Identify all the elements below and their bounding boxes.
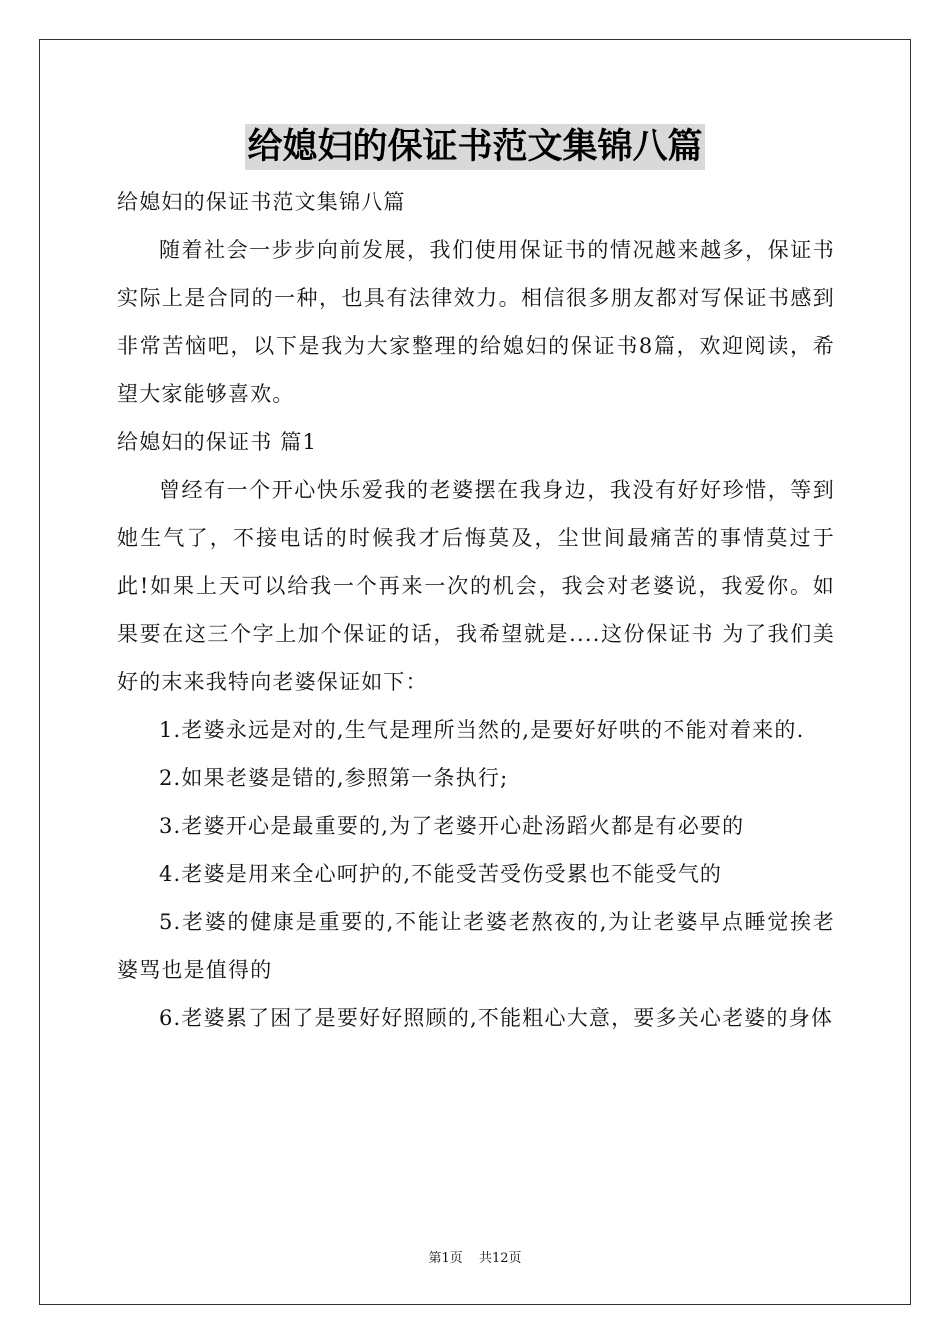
list-item: 2.如果老婆是错的,参照第一条执行; bbox=[159, 766, 509, 790]
page-footer bbox=[0, 1247, 950, 1266]
list-item: 1.老婆永远是对的,生气是理所当然的,是要好好哄的不能对着来的. bbox=[159, 718, 805, 742]
section-paragraph: 曾经有一个开心快乐爱我的老婆摆在我身边，我没有好好珍惜，等到她生气了，不接电话的时候我才后悔莫及，尘世间最痛苦的事情莫过于此!如果上天可以给我一个再来一次的机会，我会对老婆说，我爱你。如果要在这三个字上加个保证的话，我希望就是....这份保证书 为了我们美好的末来我特向老婆保证如下： bbox=[117, 478, 835, 694]
title-wrapper bbox=[0, 124, 950, 170]
list-item: 4.老婆是用来全心呵护的,不能受苦受伤受累也不能受气的 bbox=[159, 862, 723, 886]
document-body bbox=[117, 178, 835, 1042]
intro-paragraph: 随着社会一步步向前发展，我们使用保证书的情况越来越多，保证书实际上是合同的一种，也具有法律效力。相信很多朋友都对写保证书感到非常苦恼吧，以下是我为大家整理的给媳妇的保证书8篇，欢迎阅读，希望大家能够喜欢。 bbox=[117, 238, 835, 406]
list-item: 3.老婆开心是最重要的,为了老婆开心赴汤蹈火都是有必要的 bbox=[159, 814, 745, 838]
document-subtitle: 给媳妇的保证书范文集锦八篇 bbox=[117, 190, 406, 214]
section-heading: 给媳妇的保证书 篇1 bbox=[117, 430, 318, 454]
page-number: 第1页 bbox=[428, 1251, 463, 1266]
document-title: 给媳妇的保证书范文集锦八篇 bbox=[245, 124, 704, 170]
page-total: 共12页 bbox=[478, 1251, 522, 1266]
list-item: 6.老婆累了困了是要好好照顾的,不能粗心大意，要多关心老婆的身体 bbox=[159, 1006, 834, 1030]
list-item: 5.老婆的健康是重要的,不能让老婆老熬夜的,为让老婆早点睡觉挨老婆骂也是值得的 bbox=[117, 910, 835, 982]
